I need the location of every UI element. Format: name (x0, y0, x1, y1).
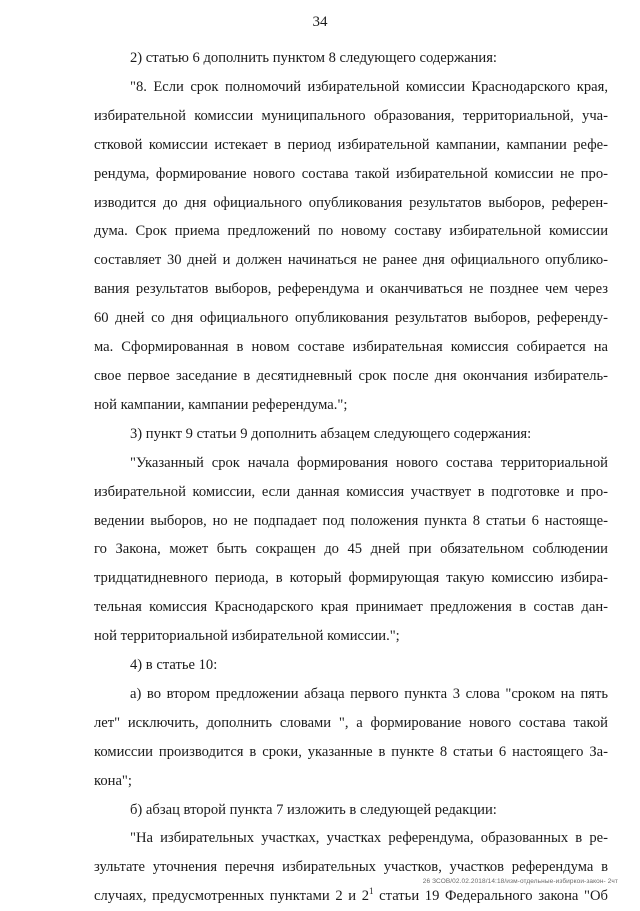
text-line: ной территориальной избирательной комиссии."; (94, 628, 400, 645)
paragraph-subitem-a (94, 680, 608, 796)
paragraph-item-3 (94, 420, 608, 449)
text-line: 60 дней со дня официального опубликования результатов выборов, референду- (94, 310, 608, 327)
text-line: лет" исключить, дополнить словами ", а формирование нового состава такой (94, 714, 608, 731)
text-line: ной кампании, кампании референдума."; (94, 396, 348, 413)
text-line: рендума, формирование нового состава такой избирательной комиссии не про- (94, 165, 608, 182)
text-line: 2) статью 6 дополнить пунктом 8 следующего содержания: (130, 50, 497, 66)
paragraph-item-2 (94, 44, 608, 73)
text-line: свое первое заседание в десятидневный срок после дня окончания избиратель- (94, 367, 608, 384)
document-body (94, 44, 608, 911)
text-line: тельная комиссия Краснодарского края принимает предложения в состав дан- (94, 599, 608, 616)
superscript: 1 (369, 886, 374, 897)
text-line: составляет 30 дней и должен начинаться не ранее дня официального опублико- (94, 252, 608, 269)
text-line: тридцатидневного периода, в который формирующая такую комиссию избира- (94, 570, 608, 587)
text-line: ма. Сформированная в новом составе избирательная комиссия собирается на (94, 339, 608, 356)
text-line: "Указанный срок начала формирования нового состава территориальной (130, 454, 608, 471)
text-line: зультате уточнения перечня избирательных участков, участков референдума в (94, 859, 608, 876)
text-line: 3) пункт 9 статьи 9 дополнить абзацем следующего содержания: (130, 425, 532, 442)
text-line: го Закона, может быть сокращен до 45 дней при обязательном соблюдении (94, 541, 608, 558)
paragraph-item-4 (94, 651, 608, 680)
text-line: а) во втором предложении абзаца первого пункта 3 слова "сроком на пять (130, 685, 608, 702)
text-line: избирательной комиссии, если данная комиссия участвует в подготовке и про- (94, 483, 608, 500)
text-line: комиссии производится в сроки, указанные в пункте 8 статьи 6 настоящего За- (94, 743, 608, 760)
text-fragment: случаях, предусмотренных пунктами 2 и 2 (94, 888, 370, 905)
text-line: стковой комиссии истекает в период избирательной кампании, кампании рефе- (94, 136, 608, 153)
text-line: вания результатов выборов, референдума и оканчиваться не позднее чем через (94, 281, 608, 298)
text-line-with-superscript (94, 882, 608, 911)
footer-document-code: 26 ЗСОВ/02.02.2018/14:18/изм-отдельные-избиркои-закон- 2чт (422, 878, 618, 885)
paragraph-polling-stations (94, 824, 608, 911)
text-line: ведении выборов, но не подпадает под положения пункта 8 статьи 6 настояще- (94, 512, 608, 529)
paragraph-subitem-b (94, 796, 608, 825)
text-line: 4) в статье 10: (130, 657, 218, 674)
text-fragment: статьи 19 Федерального закона "Об (379, 888, 608, 905)
paragraph-article-6-point-8 (94, 73, 608, 420)
text-line: изводится до дня официального опубликования результатов выборов, референ- (94, 194, 608, 211)
text-line: "На избирательных участках, участках референдума, образованных в ре- (130, 830, 608, 847)
text-line: кона"; (94, 772, 132, 789)
page-number: 34 (312, 14, 328, 30)
text-line: б) абзац второй пункта 7 изложить в следующей редакции: (130, 801, 497, 818)
text-line: дума. Срок приема предложений по новому составу избирательной комиссии (94, 223, 608, 240)
text-line: избирательной комиссии муниципального образования, территориальной, уча- (94, 107, 608, 124)
paragraph-territorial-commission (94, 449, 608, 651)
text-line: "8. Если срок полномочий избирательной комиссии Краснодарского края, (130, 78, 608, 95)
